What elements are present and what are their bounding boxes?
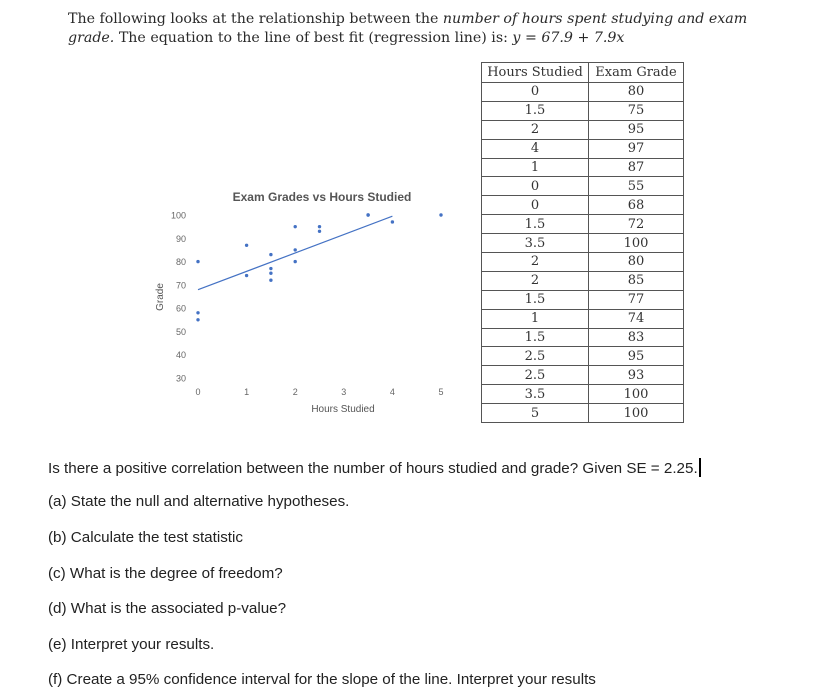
cell-grade: 80 <box>589 253 684 272</box>
data-point <box>269 279 272 282</box>
cell-hours: 0 <box>482 196 589 215</box>
header-grade: Exam Grade <box>589 63 684 83</box>
cell-hours: 1.5 <box>482 215 589 234</box>
cell-grade: 95 <box>589 120 684 139</box>
table-row <box>482 177 684 196</box>
table-row <box>482 101 684 120</box>
intro-italic-phrase: number of hours spent studying and exam grade. <box>68 11 748 46</box>
data-point <box>269 272 272 275</box>
cell-grade: 72 <box>589 215 684 234</box>
cell-hours: 2 <box>482 253 589 272</box>
table-header-row <box>482 63 684 83</box>
x-tick-label: 2 <box>292 387 298 397</box>
cell-grade: 85 <box>589 271 684 290</box>
x-tick-label: 5 <box>438 387 444 397</box>
y-ticks <box>171 211 186 384</box>
cell-grade: 97 <box>589 139 684 158</box>
cell-grade: 100 <box>589 234 684 253</box>
cell-grade: 77 <box>589 290 684 309</box>
table-row <box>482 253 684 272</box>
question-e: (e) Interpret your results. <box>48 636 215 653</box>
table-row <box>482 366 684 385</box>
cell-hours: 2.5 <box>482 366 589 385</box>
table-row <box>482 385 684 404</box>
cell-hours: 1.5 <box>482 328 589 347</box>
data-points <box>196 213 442 321</box>
data-point <box>294 260 297 263</box>
data-point <box>196 311 199 314</box>
cell-grade: 80 <box>589 83 684 102</box>
intro-paragraph <box>68 10 788 48</box>
question-a: (a) State the null and alternative hypotheses. <box>48 493 350 510</box>
data-point <box>318 225 321 228</box>
table-row <box>482 271 684 290</box>
question-main-text: Is there a positive correlation between the number of hours studied and grade? Given SE = 2.25. <box>48 460 698 477</box>
cell-hours: 0 <box>482 177 589 196</box>
x-axis-label: Hours Studied <box>311 404 375 415</box>
x-tick-label: 4 <box>389 387 395 397</box>
question-main <box>48 458 701 477</box>
data-point <box>294 248 297 251</box>
data-table <box>481 62 684 423</box>
cell-grade: 95 <box>589 347 684 366</box>
text-cursor <box>699 458 701 477</box>
table-row <box>482 83 684 102</box>
header-hours: Hours Studied <box>482 63 589 83</box>
y-tick-label: 30 <box>175 373 186 384</box>
question-d: (d) What is the associated p-value? <box>48 600 287 617</box>
table-row <box>482 196 684 215</box>
table-row <box>482 347 684 366</box>
y-tick-label: 100 <box>170 210 186 221</box>
cell-grade: 93 <box>589 366 684 385</box>
y-tick-label: 50 <box>175 326 186 337</box>
table-row <box>482 139 684 158</box>
data-point <box>269 267 272 270</box>
y-tick-label: 80 <box>175 257 186 268</box>
cell-grade: 100 <box>589 385 684 404</box>
data-point <box>196 318 199 321</box>
cell-grade: 75 <box>589 101 684 120</box>
cell-grade: 83 <box>589 328 684 347</box>
y-tick-label: 40 <box>175 350 186 361</box>
cell-hours: 1.5 <box>482 101 589 120</box>
cell-hours: 1 <box>482 158 589 177</box>
table-row <box>482 120 684 139</box>
data-point <box>318 230 321 233</box>
cell-hours: 1 <box>482 309 589 328</box>
data-point <box>269 253 272 256</box>
table-row <box>482 309 684 328</box>
cell-hours: 0 <box>482 83 589 102</box>
x-tick-label: 1 <box>244 387 250 397</box>
table-row <box>482 328 684 347</box>
question-c: (c) What is the degree of freedom? <box>48 565 283 582</box>
cell-hours: 2 <box>482 271 589 290</box>
cell-hours: 4 <box>482 139 589 158</box>
cell-hours: 5 <box>482 404 589 423</box>
data-point <box>294 225 297 228</box>
cell-hours: 3.5 <box>482 385 589 404</box>
cell-grade: 87 <box>589 158 684 177</box>
cell-hours: 1.5 <box>482 290 589 309</box>
x-tick-label: 0 <box>195 387 201 397</box>
y-axis-label: Grade <box>155 283 166 311</box>
question-b: (b) Calculate the test statistic <box>48 529 243 546</box>
y-tick-label: 60 <box>175 303 186 314</box>
x-ticks <box>195 387 443 397</box>
table-row <box>482 234 684 253</box>
y-tick-label: 70 <box>175 280 186 291</box>
cell-grade: 68 <box>589 196 684 215</box>
cell-hours: 3.5 <box>482 234 589 253</box>
data-point <box>439 213 442 216</box>
data-point <box>245 244 248 247</box>
cell-grade: 100 <box>589 404 684 423</box>
scatter-chart <box>150 183 470 423</box>
data-point <box>196 260 199 263</box>
cell-grade: 74 <box>589 309 684 328</box>
data-point <box>245 274 248 277</box>
cell-hours: 2 <box>482 120 589 139</box>
intro-text-2: The equation to the line of best fit (regression line) is: <box>114 30 513 46</box>
cell-grade: 55 <box>589 177 684 196</box>
data-point <box>366 213 369 216</box>
regression-equation: y = 67.9 + 7.9x <box>512 30 625 46</box>
table-row <box>482 215 684 234</box>
y-tick-label: 90 <box>175 233 186 244</box>
chart-title: Exam Grades vs Hours Studied <box>232 190 412 204</box>
table-row <box>482 158 684 177</box>
cell-hours: 2.5 <box>482 347 589 366</box>
question-f: (f) Create a 95% confidence interval for the slope of the line. Interpret your results <box>48 671 596 688</box>
table-row <box>482 290 684 309</box>
intro-text-1: The following looks at the relationship between the <box>68 11 443 27</box>
table-row <box>482 404 684 423</box>
x-tick-label: 3 <box>341 387 347 397</box>
data-point <box>391 220 394 223</box>
